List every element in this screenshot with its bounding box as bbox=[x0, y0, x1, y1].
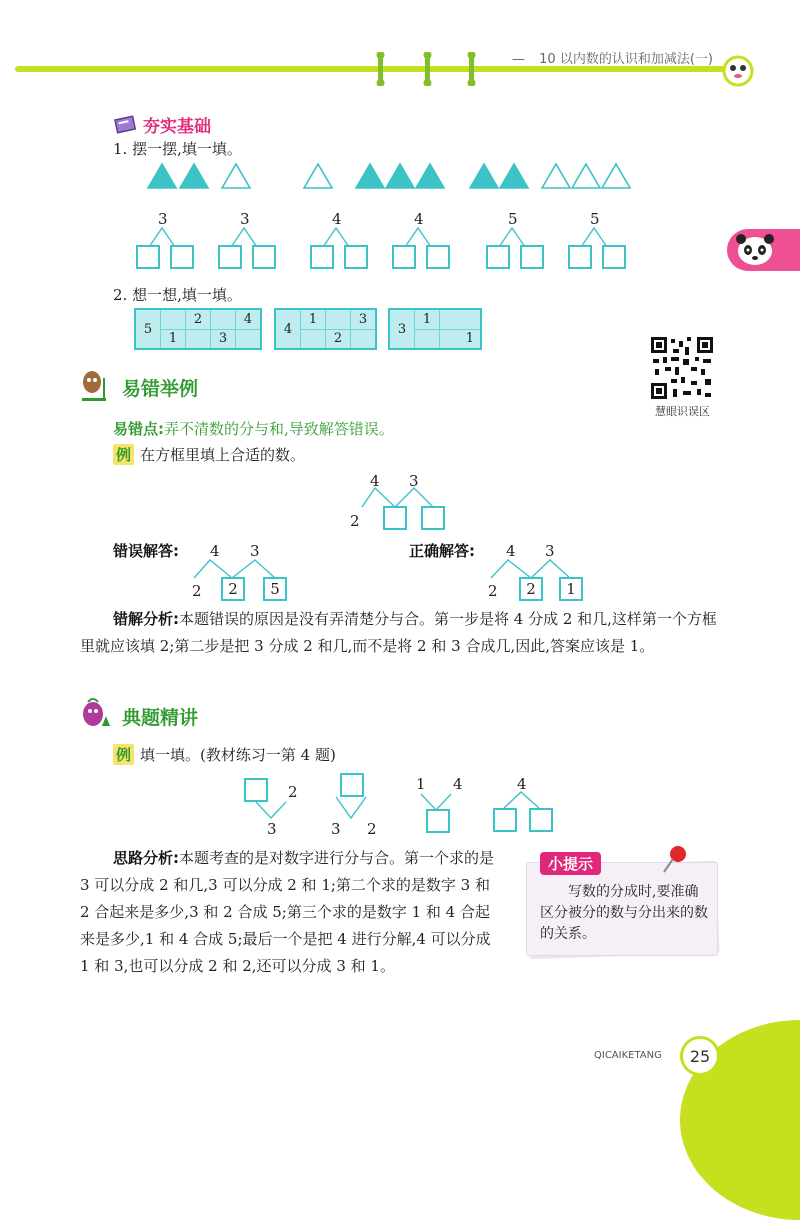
bond-number: 3 bbox=[267, 820, 277, 838]
page-number: 25 bbox=[689, 1046, 711, 1066]
bond-number: 3 bbox=[250, 542, 260, 560]
bond-number: 3 bbox=[545, 542, 555, 560]
wrong-answer-label: 错误解答: bbox=[113, 542, 179, 560]
answer-box[interactable]: 2 bbox=[519, 577, 543, 601]
question-2: 2. 想一想,填一填。 bbox=[113, 286, 242, 304]
bond-number: 2 bbox=[488, 582, 498, 600]
answer-box[interactable]: 1 bbox=[559, 577, 583, 601]
tip-card bbox=[520, 855, 720, 958]
q1-top-number: 5 bbox=[590, 210, 600, 228]
section-title-mistakes: 易错举例 bbox=[122, 378, 199, 400]
error-analysis-text: 本题错误的原因是没有弄清楚分与合。第一步是将 4 分成 2 和几,这样第一个方框里就应该填 2;第二步是把 3 分成 2 和几,而不是将 2 和 3 合成几,因此,答案应该是 1。 bbox=[80, 610, 717, 655]
grid-cell: 4 bbox=[275, 309, 301, 349]
grid-cell: 1 bbox=[440, 329, 482, 349]
qr-label: 慧眼识误区 bbox=[655, 405, 710, 418]
example-prompt: 在方框里填上合适的数。 bbox=[140, 446, 306, 464]
answer-box[interactable]: 2 bbox=[221, 577, 245, 601]
bond-number: 4 bbox=[370, 472, 380, 490]
grid-cell: 1 bbox=[301, 309, 326, 329]
thinking-analysis-label: 思路分析: bbox=[113, 849, 179, 867]
answer-box[interactable] bbox=[244, 778, 268, 802]
pushpin-icon bbox=[660, 842, 694, 876]
bond-number: 1 bbox=[416, 775, 426, 793]
grid-cell: 1 bbox=[415, 309, 440, 329]
error-analysis-label: 错解分析: bbox=[113, 610, 179, 628]
bond-number: 3 bbox=[331, 820, 341, 838]
grid-cell: 2 bbox=[186, 309, 211, 329]
tip-text: 写数的分成时,要准确区分被分的数与分出来的数的关系。 bbox=[540, 884, 708, 942]
error-point-label: 易错点: bbox=[113, 420, 164, 438]
answer-box[interactable] bbox=[529, 808, 553, 832]
grid-cell: 3 bbox=[351, 309, 377, 329]
example-badge: 例 bbox=[113, 744, 134, 765]
q1-top-number: 4 bbox=[332, 210, 342, 228]
grid-cell: 3 bbox=[211, 329, 236, 349]
grid-cell: 3 bbox=[389, 309, 415, 349]
error-point-text: 弄不清数的分与和,导致解答错误。 bbox=[164, 420, 394, 438]
bond-number: 4 bbox=[210, 542, 220, 560]
section-title-classic: 典题精讲 bbox=[122, 707, 199, 729]
q1-top-number: 3 bbox=[240, 210, 250, 228]
bond-number: 4 bbox=[506, 542, 516, 560]
example-prompt: 填一填。(教材练习一第 4 题) bbox=[140, 746, 336, 764]
page-number-badge bbox=[680, 1036, 720, 1076]
q1-top-number: 4 bbox=[414, 210, 424, 228]
bond-number: 4 bbox=[517, 775, 527, 793]
answer-box[interactable] bbox=[493, 808, 517, 832]
bond-number: 2 bbox=[350, 512, 360, 530]
answer-box[interactable] bbox=[340, 773, 364, 797]
chapter-title: 10 以内数的认识和加减法(一) bbox=[539, 52, 713, 67]
bond-number: 2 bbox=[367, 820, 377, 838]
grid-cell: 5 bbox=[135, 309, 161, 349]
q1-top-number: 3 bbox=[158, 210, 168, 228]
bond-number: 2 bbox=[288, 783, 298, 801]
answer-box[interactable]: 5 bbox=[263, 577, 287, 601]
bond-number: 2 bbox=[192, 582, 202, 600]
grid-cell: 1 bbox=[161, 329, 186, 349]
question-1: 1. 摆一摆,填一填。 bbox=[113, 140, 242, 158]
thinking-analysis-text: 本题考查的是对数字进行分与合。第一个求的是 3 可以分成 2 和几,3 可以分成 2 和 1;第二个求的是数字 3 和 2 合起来是多少,3 和 2 合成 5;第三个求的是数字 1 和 4 合起来是多少,1 和 4 合成 5;最后一个是把 4 进行分解,4 可以分成 1 和 3,也可以分成 2 和 2,还可以分成 3 和 1。 bbox=[80, 849, 495, 975]
header-dash: — bbox=[512, 52, 525, 67]
example-badge: 例 bbox=[113, 444, 134, 465]
answer-box[interactable] bbox=[426, 809, 450, 833]
q1-top-number: 5 bbox=[508, 210, 518, 228]
grid-cell: 2 bbox=[326, 329, 351, 349]
footer-brand: QICAIKETANG bbox=[594, 1050, 662, 1061]
thinking-analysis bbox=[80, 845, 504, 980]
tip-title: 小提示 bbox=[540, 852, 601, 875]
bond-number: 4 bbox=[453, 775, 463, 793]
bond-number: 3 bbox=[409, 472, 419, 490]
correct-answer-label: 正确解答: bbox=[409, 542, 475, 560]
section-title-basics: 夯实基础 bbox=[143, 117, 211, 137]
grid-cell: 4 bbox=[236, 309, 262, 329]
